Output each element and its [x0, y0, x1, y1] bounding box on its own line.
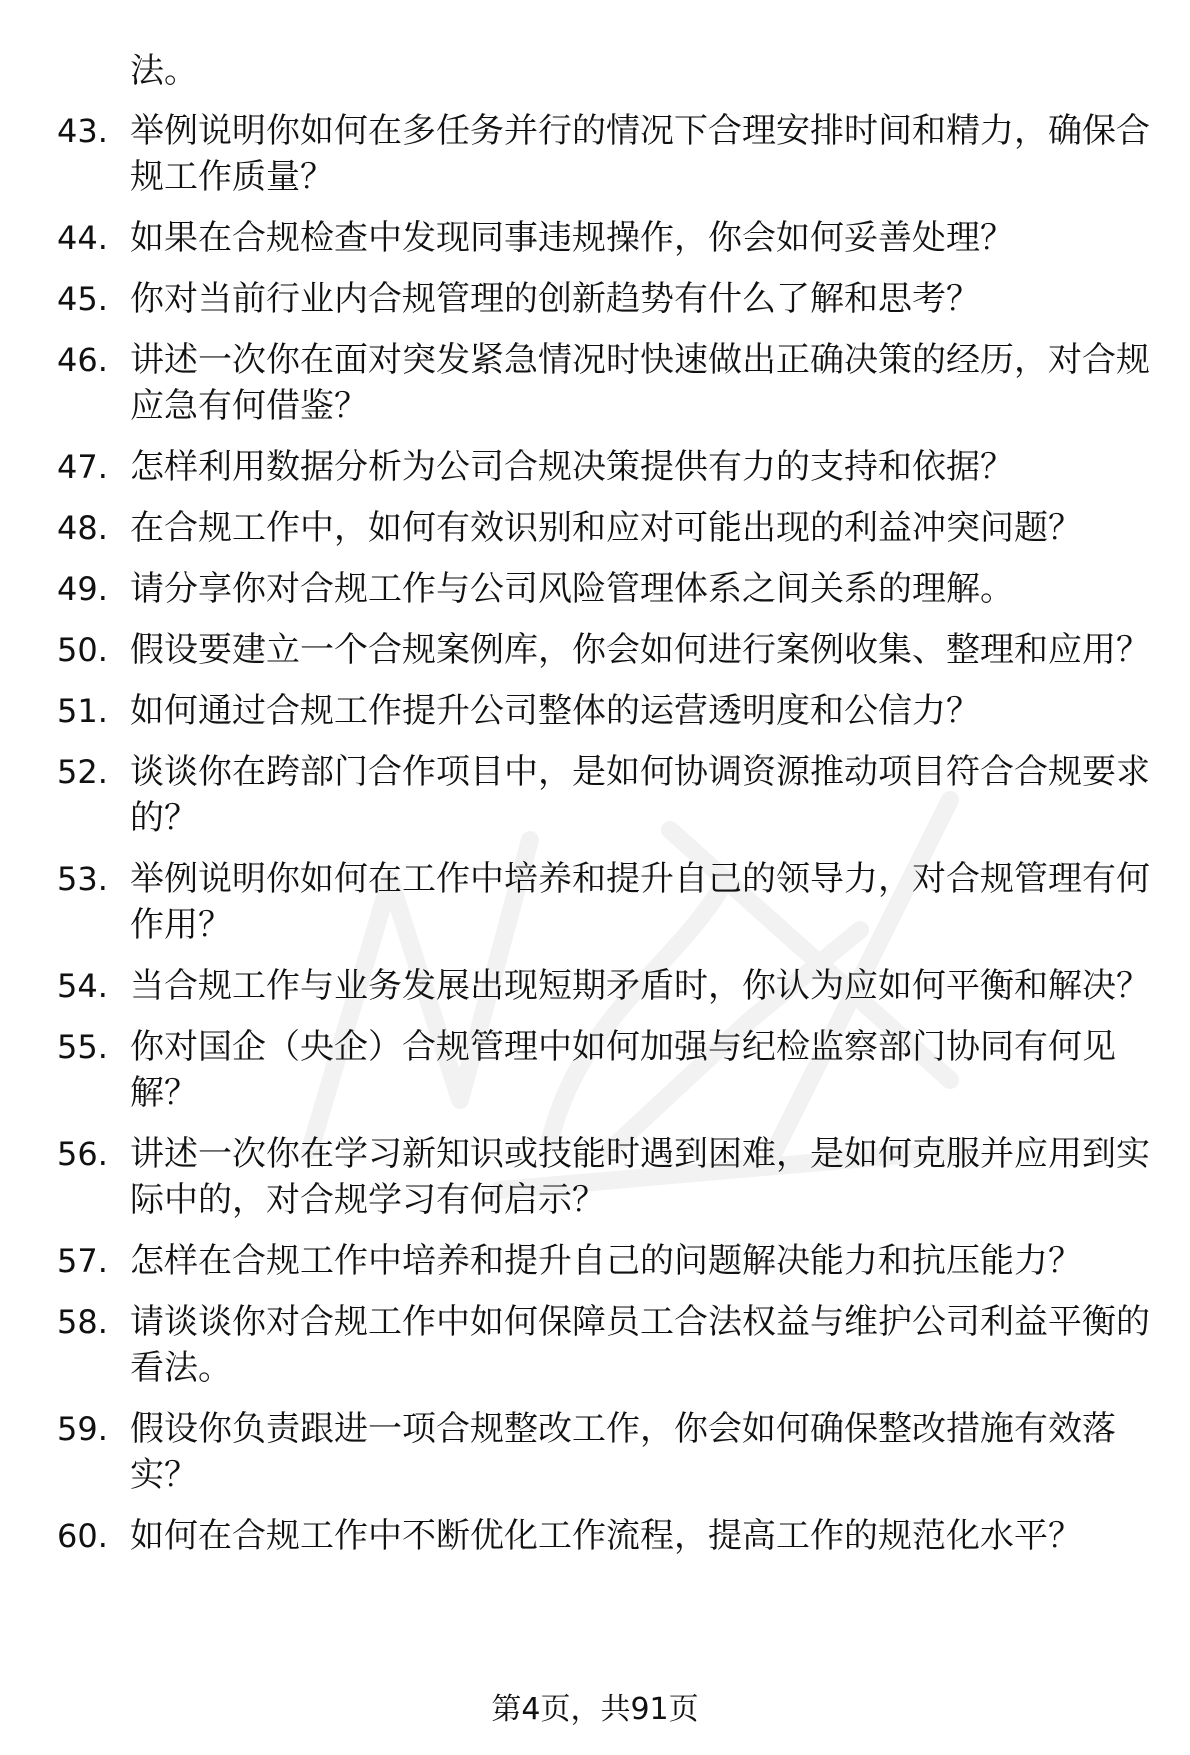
- question-number: 58.: [57, 1303, 108, 1341]
- question-number: 49.: [57, 570, 108, 608]
- question-number: 57.: [57, 1242, 108, 1280]
- list-item: [0, 1406, 1190, 1498]
- question-text: 怎样在合规工作中培养和提升自己的问题解决能力和抗压能力？: [130, 1241, 1082, 1281]
- list-item: [0, 1131, 1190, 1223]
- list-item: [0, 963, 1190, 1009]
- question-number: 59.: [57, 1410, 108, 1448]
- question-text: 请分享你对合规工作与公司风险管理体系之间关系的理解。: [130, 569, 1014, 609]
- question-number: 51.: [57, 692, 108, 730]
- document-content: [0, 48, 1190, 1574]
- question-text: 请谈谈你对合规工作中如何保障员工合法权益与维护公司利益平衡的看法。: [130, 1302, 1150, 1388]
- question-text: 怎样利用数据分析为公司合规决策提供有力的支持和依据？: [130, 447, 1014, 487]
- list-item: [0, 856, 1190, 948]
- question-number: 43.: [57, 112, 108, 150]
- question-text: 假设要建立一个合规案例库，你会如何进行案例收集、整理和应用？: [130, 630, 1150, 670]
- question-text: 在合规工作中，如何有效识别和应对可能出现的利益冲突问题？: [130, 508, 1082, 548]
- question-number: 50.: [57, 631, 108, 669]
- list-item: [0, 1513, 1190, 1559]
- question-number: 56.: [57, 1135, 108, 1173]
- list-item: [0, 1238, 1190, 1284]
- question-list: [0, 108, 1190, 1559]
- question-text: 举例说明你如何在多任务并行的情况下合理安排时间和精力，确保合规工作质量？: [130, 111, 1150, 197]
- question-number: 45.: [57, 280, 108, 318]
- question-text: 当合规工作与业务发展出现短期矛盾时，你认为应如何平衡和解决？: [130, 966, 1150, 1006]
- question-text: 你对国企（央企）合规管理中如何加强与纪检监察部门协同有何见解？: [130, 1027, 1116, 1113]
- list-item: [0, 215, 1190, 261]
- question-text: 如何通过合规工作提升公司整体的运营透明度和公信力？: [130, 691, 980, 731]
- list-item: [0, 505, 1190, 551]
- question-text: 谈谈你在跨部门合作项目中，是如何协调资源推动项目符合合规要求的？: [130, 752, 1150, 838]
- list-item: [0, 108, 1190, 200]
- question-text: 举例说明你如何在工作中培养和提升自己的领导力，对合规管理有何作用？: [130, 859, 1150, 945]
- question-text: 讲述一次你在学习新知识或技能时遇到困难，是如何克服并应用到实际中的，对合规学习有何启示？: [130, 1134, 1150, 1220]
- list-item: [0, 444, 1190, 490]
- question-number: 55.: [57, 1028, 108, 1066]
- list-item: [0, 337, 1190, 429]
- question-number: 47.: [57, 448, 108, 486]
- list-item: [0, 749, 1190, 841]
- question-number: 60.: [57, 1517, 108, 1555]
- question-text: 如果在合规检查中发现同事违规操作，你会如何妥善处理？: [130, 218, 1014, 258]
- list-item: [0, 566, 1190, 612]
- question-number: 46.: [57, 341, 108, 379]
- list-item: [0, 1299, 1190, 1391]
- list-item: [0, 276, 1190, 322]
- question-text: 如何在合规工作中不断优化工作流程，提高工作的规范化水平？: [130, 1516, 1082, 1556]
- list-item: [0, 688, 1190, 734]
- question-number: 48.: [57, 509, 108, 547]
- question-text: 假设你负责跟进一项合规整改工作，你会如何确保整改措施有效落实？: [130, 1409, 1116, 1495]
- list-item: [0, 627, 1190, 673]
- question-text: 讲述一次你在面对突发紧急情况时快速做出正确决策的经历，对合规应急有何借鉴？: [130, 340, 1150, 426]
- question-number: 44.: [57, 219, 108, 257]
- page-footer: 第4页，共91页: [491, 1692, 699, 1727]
- question-number: 53.: [57, 860, 108, 898]
- continuation-text: 法。: [130, 51, 198, 91]
- question-number: 54.: [57, 967, 108, 1005]
- question-number: 52.: [57, 753, 108, 791]
- question-text: 你对当前行业内合规管理的创新趋势有什么了解和思考？: [130, 279, 980, 319]
- list-item: [0, 1024, 1190, 1116]
